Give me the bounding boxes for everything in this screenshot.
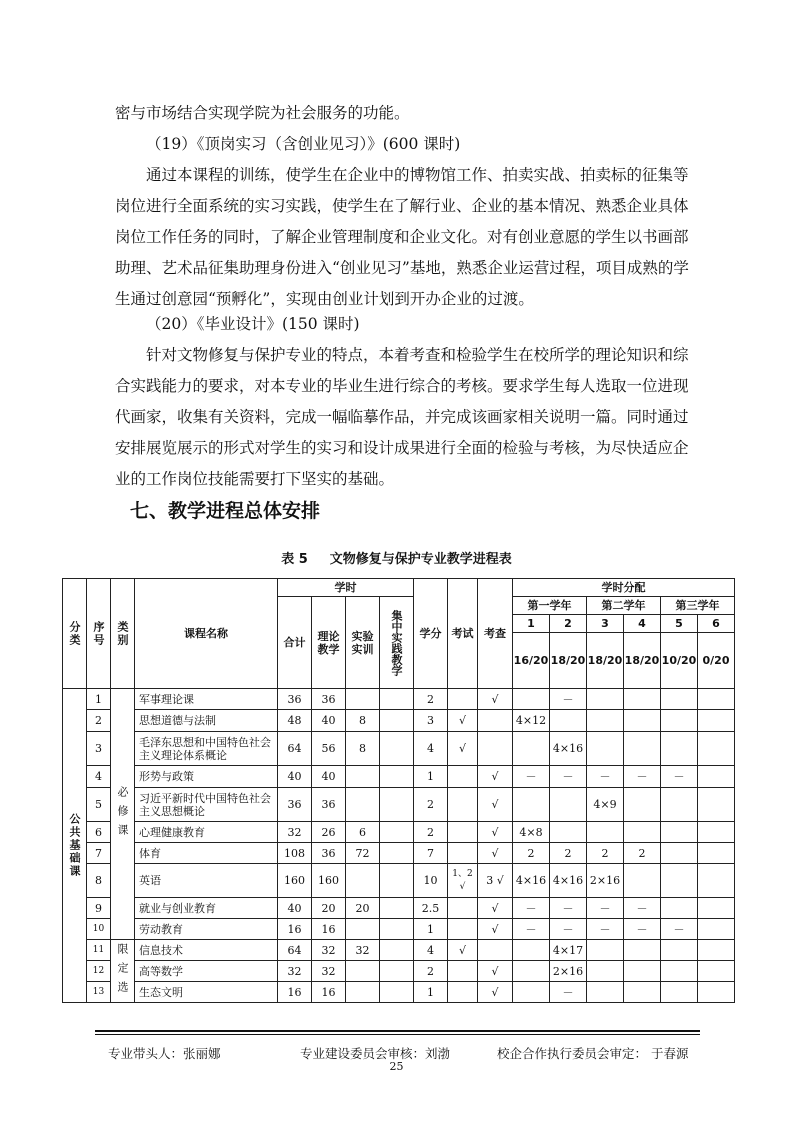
semester-4-cell — [624, 982, 661, 1003]
footer-rule-thick — [95, 1030, 700, 1032]
theory-hours-cell: 40 — [312, 710, 346, 732]
header-sem-5: 5 — [661, 615, 698, 633]
header-theory: 理论教学 — [312, 597, 346, 689]
check-cell: √ — [478, 766, 513, 788]
semester-3-cell: － — [587, 898, 624, 919]
seq-cell: 8 — [87, 864, 111, 898]
header-weeks-6: 0/20 — [698, 633, 735, 689]
lab-hours-cell — [346, 919, 380, 940]
semester-2-cell: － — [550, 689, 587, 710]
total-hours-cell: 32 — [278, 822, 312, 843]
seq-cell: 11 — [87, 940, 111, 961]
semester-5-cell — [661, 864, 698, 898]
semester-5-cell — [661, 843, 698, 864]
check-cell: √ — [478, 961, 513, 982]
semester-4-cell — [624, 940, 661, 961]
table-row — [63, 919, 735, 940]
credit-cell: 2.5 — [414, 898, 448, 919]
credit-cell: 2 — [414, 961, 448, 982]
semester-5-cell — [661, 961, 698, 982]
seq-cell: 5 — [87, 788, 111, 822]
header-row-1 — [63, 579, 735, 597]
table-row — [63, 982, 735, 1003]
total-hours-cell: 160 — [278, 864, 312, 898]
practice-hours-cell — [380, 788, 414, 822]
course-name-cell: 高等数学 — [135, 961, 278, 982]
header-lab: 实验实训 — [346, 597, 380, 689]
header-category: 分类 — [63, 579, 87, 689]
practice-hours-cell — [380, 732, 414, 766]
total-hours-cell: 64 — [278, 732, 312, 766]
exam-cell — [448, 898, 478, 919]
total-hours-cell: 32 — [278, 961, 312, 982]
semester-4-cell — [624, 732, 661, 766]
semester-3-cell — [587, 961, 624, 982]
semester-1-cell — [513, 689, 550, 710]
semester-6-cell — [698, 766, 735, 788]
lab-hours-cell: 8 — [346, 710, 380, 732]
table-caption-title: 文物修复与保护专业教学进程表 — [329, 552, 512, 567]
seq-cell: 7 — [87, 843, 111, 864]
header-year2: 第二学年 — [587, 597, 661, 615]
header-seq: 序号 — [87, 579, 111, 689]
credit-cell: 2 — [414, 822, 448, 843]
footer-exec: 校企合作执行委员会审定： 于春源 — [497, 1046, 689, 1061]
type-required-label: 必修课 — [116, 785, 129, 843]
practice-hours-cell — [380, 919, 414, 940]
practice-hours-cell — [380, 822, 414, 843]
header-course-name: 课程名称 — [135, 579, 278, 689]
paragraph-continuation: 密与市场结合实现学院为社会服务的功能。 — [115, 104, 410, 122]
total-hours-cell: 16 — [278, 982, 312, 1003]
lab-hours-cell: 72 — [346, 843, 380, 864]
course-name-cell: 习近平新时代中国特色社会主义思想概论 — [135, 788, 278, 822]
semester-1-cell — [513, 961, 550, 982]
check-cell: √ — [478, 689, 513, 710]
semester-6-cell — [698, 982, 735, 1003]
practice-hours-cell — [380, 766, 414, 788]
header-total: 合计 — [278, 597, 312, 689]
theory-hours-cell: 36 — [312, 689, 346, 710]
course-name-cell: 毛泽东思想和中国特色社会主义理论体系概论 — [135, 732, 278, 766]
exam-cell — [448, 982, 478, 1003]
table-row — [63, 843, 735, 864]
exam-cell — [448, 689, 478, 710]
semester-5-cell — [661, 982, 698, 1003]
check-cell — [478, 710, 513, 732]
semester-2-cell: 2×16 — [550, 961, 587, 982]
check-cell: √ — [478, 919, 513, 940]
check-cell: 3 √ — [478, 864, 513, 898]
course-name-cell: 心理健康教育 — [135, 822, 278, 843]
semester-6-cell — [698, 940, 735, 961]
exam-cell: √ — [448, 710, 478, 732]
header-weeks-3: 18/20 — [587, 633, 624, 689]
semester-4-cell — [624, 788, 661, 822]
semester-2-cell — [550, 788, 587, 822]
semester-2-cell: 4×17 — [550, 940, 587, 961]
type-limited-cell — [111, 940, 135, 1003]
semester-3-cell: － — [587, 919, 624, 940]
table-caption-label: 表 5 — [281, 552, 308, 567]
header-credit: 学分 — [414, 579, 448, 689]
semester-1-cell — [513, 982, 550, 1003]
seq-cell: 9 — [87, 898, 111, 919]
semester-1-cell: 2 — [513, 843, 550, 864]
course-20-heading: （20）《毕业设计》(150 课时) — [146, 315, 360, 333]
check-cell: √ — [478, 788, 513, 822]
table-row — [63, 822, 735, 843]
total-hours-cell: 36 — [278, 788, 312, 822]
semester-1-cell: 4×12 — [513, 710, 550, 732]
footer-leader: 专业带头人：张丽娜 — [108, 1046, 221, 1061]
semester-6-cell — [698, 822, 735, 843]
header-type: 类别 — [111, 579, 135, 689]
table-row — [63, 766, 735, 788]
course-name-cell: 军事理论课 — [135, 689, 278, 710]
credit-cell: 4 — [414, 732, 448, 766]
header-weeks-2: 18/20 — [550, 633, 587, 689]
semester-3-cell: 2×16 — [587, 864, 624, 898]
practice-hours-cell — [380, 940, 414, 961]
total-hours-cell: 16 — [278, 919, 312, 940]
semester-6-cell — [698, 864, 735, 898]
header-weeks-4: 18/20 — [624, 633, 661, 689]
check-cell — [478, 732, 513, 766]
course-19-heading: （19）《顶岗实习（含创业见习）》(600 课时) — [146, 135, 461, 153]
semester-4-cell: 2 — [624, 843, 661, 864]
table-row — [63, 940, 735, 961]
exam-cell — [448, 766, 478, 788]
semester-1-cell — [513, 788, 550, 822]
lab-hours-cell — [346, 982, 380, 1003]
theory-hours-cell: 16 — [312, 982, 346, 1003]
semester-2-cell: 2 — [550, 843, 587, 864]
semester-6-cell — [698, 788, 735, 822]
semester-2-cell: － — [550, 898, 587, 919]
semester-4-cell — [624, 864, 661, 898]
semester-3-cell — [587, 822, 624, 843]
semester-6-cell — [698, 689, 735, 710]
header-sem-3: 3 — [587, 615, 624, 633]
semester-4-cell: － — [624, 766, 661, 788]
lab-hours-cell — [346, 864, 380, 898]
semester-1-cell — [513, 940, 550, 961]
header-practice: 集中实践教学 — [380, 597, 414, 689]
total-hours-cell: 108 — [278, 843, 312, 864]
practice-hours-cell — [380, 843, 414, 864]
footer-committee: 专业建设委员会审核：刘渤 — [300, 1046, 451, 1061]
credit-cell: 1 — [414, 982, 448, 1003]
course-19-description: 通过本课程的训练，使学生在企业中的博物馆工作、拍卖实战、拍卖标的征集等岗位进行全面系统的实习实践，使学生在了解行业、企业的基本情况、熟悉企业具体岗位工作任务的同时，了解企业管理制度和企业文化。对有创业意愿的学生以书画部助理、艺术品征集助理身份进入“创业见习”基地，熟悉企业运营过程，项目成熟的学生通过创意园“预孵化”，实现由创业计划到开办企业的过渡。 — [115, 166, 689, 308]
credit-cell: 1 — [414, 919, 448, 940]
course-name-cell: 就业与创业教育 — [135, 898, 278, 919]
lab-hours-cell: 6 — [346, 822, 380, 843]
header-sem-4: 4 — [624, 615, 661, 633]
lab-hours-cell — [346, 766, 380, 788]
semester-4-cell: － — [624, 919, 661, 940]
teaching-plan-table — [62, 578, 735, 1003]
semester-1-cell: － — [513, 898, 550, 919]
practice-hours-cell — [380, 689, 414, 710]
exam-cell — [448, 961, 478, 982]
lab-hours-cell — [346, 961, 380, 982]
seq-cell: 13 — [87, 982, 111, 1003]
header-weeks-5: 10/20 — [661, 633, 698, 689]
header-sem-2: 2 — [550, 615, 587, 633]
header-sem-6: 6 — [698, 615, 735, 633]
practice-hours-cell — [380, 898, 414, 919]
theory-hours-cell: 16 — [312, 919, 346, 940]
lab-hours-cell — [346, 689, 380, 710]
exam-cell — [448, 822, 478, 843]
header-exam: 考试 — [448, 579, 478, 689]
table-row — [63, 961, 735, 982]
semester-2-cell — [550, 710, 587, 732]
seq-cell: 10 — [87, 919, 111, 940]
credit-cell: 10 — [414, 864, 448, 898]
course-name-cell: 形势与政策 — [135, 766, 278, 788]
semester-2-cell — [550, 822, 587, 843]
header-weeks-1: 16/20 — [513, 633, 550, 689]
semester-3-cell: 2 — [587, 843, 624, 864]
check-cell: √ — [478, 822, 513, 843]
seq-cell: 2 — [87, 710, 111, 732]
exam-cell — [448, 843, 478, 864]
semester-5-cell — [661, 788, 698, 822]
credit-cell: 3 — [414, 710, 448, 732]
semester-3-cell — [587, 982, 624, 1003]
theory-hours-cell: 36 — [312, 843, 346, 864]
theory-hours-cell: 40 — [312, 766, 346, 788]
semester-6-cell — [698, 919, 735, 940]
course-name-cell: 英语 — [135, 864, 278, 898]
seq-cell: 4 — [87, 766, 111, 788]
page-number: 25 — [389, 1060, 404, 1073]
semester-6-cell — [698, 961, 735, 982]
exam-cell — [448, 788, 478, 822]
category-cell — [63, 689, 87, 1003]
course-name-cell: 信息技术 — [135, 940, 278, 961]
semester-5-cell — [661, 822, 698, 843]
semester-4-cell — [624, 961, 661, 982]
semester-6-cell — [698, 843, 735, 864]
credit-cell: 7 — [414, 843, 448, 864]
header-hours: 学时 — [278, 579, 414, 597]
semester-3-cell — [587, 940, 624, 961]
semester-1-cell: － — [513, 766, 550, 788]
credit-cell: 2 — [414, 689, 448, 710]
semester-1-cell: 4×16 — [513, 864, 550, 898]
check-cell: √ — [478, 898, 513, 919]
exam-cell: √ — [448, 732, 478, 766]
total-hours-cell: 40 — [278, 898, 312, 919]
course-name-cell: 劳动教育 — [135, 919, 278, 940]
lab-hours-cell — [346, 788, 380, 822]
semester-6-cell — [698, 710, 735, 732]
course-name-cell: 生态文明 — [135, 982, 278, 1003]
semester-5-cell: － — [661, 919, 698, 940]
credit-cell: 1 — [414, 766, 448, 788]
course-20-description: 针对文物修复与保护专业的特点，本着考查和检验学生在校所学的理论知识和综合实践能力的要求，对本专业的毕业生进行综合的考核。要求学生每人选取一位进现代画家，收集有关资料，完成一幅临摹作品，并完成该画家相关说明一篇。同时通过安排展览展示的形式对学生的实习和设计成果进行全面的检验与考核，为尽快适应企业的工作岗位技能需要打下坚实的基础。 — [115, 346, 689, 488]
theory-hours-cell: 160 — [312, 864, 346, 898]
seq-cell: 3 — [87, 732, 111, 766]
course-name-cell: 体育 — [135, 843, 278, 864]
semester-1-cell: 4×8 — [513, 822, 550, 843]
table-row — [63, 788, 735, 822]
semester-3-cell — [587, 689, 624, 710]
credit-cell: 2 — [414, 788, 448, 822]
semester-5-cell: － — [661, 766, 698, 788]
semester-5-cell — [661, 689, 698, 710]
header-year3: 第三学年 — [661, 597, 735, 615]
theory-hours-cell: 32 — [312, 961, 346, 982]
theory-hours-cell: 36 — [312, 788, 346, 822]
type-required-cell — [111, 689, 135, 940]
semester-3-cell: － — [587, 766, 624, 788]
semester-4-cell — [624, 822, 661, 843]
total-hours-cell: 64 — [278, 940, 312, 961]
course-name-cell: 思想道德与法制 — [135, 710, 278, 732]
practice-hours-cell — [380, 961, 414, 982]
exam-cell: 1、2 √ — [448, 864, 478, 898]
check-cell: √ — [478, 982, 513, 1003]
type-limited-label: 限定选 — [116, 942, 129, 1000]
seq-cell: 12 — [87, 961, 111, 982]
semester-3-cell — [587, 710, 624, 732]
semester-5-cell — [661, 940, 698, 961]
total-hours-cell: 36 — [278, 689, 312, 710]
check-cell: √ — [478, 843, 513, 864]
semester-2-cell: － — [550, 766, 587, 788]
table-caption — [0, 548, 793, 567]
total-hours-cell: 48 — [278, 710, 312, 732]
semester-4-cell — [624, 689, 661, 710]
table-row — [63, 732, 735, 766]
semester-4-cell: － — [624, 898, 661, 919]
header-check: 考查 — [478, 579, 513, 689]
semester-1-cell — [513, 732, 550, 766]
semester-1-cell: － — [513, 919, 550, 940]
theory-hours-cell: 26 — [312, 822, 346, 843]
semester-5-cell — [661, 732, 698, 766]
table-row — [63, 689, 735, 710]
exam-cell: √ — [448, 940, 478, 961]
exam-cell — [448, 919, 478, 940]
theory-hours-cell: 32 — [312, 940, 346, 961]
section-title: 七、教学进程总体安排 — [130, 500, 321, 522]
header-year1: 第一学年 — [513, 597, 587, 615]
semester-5-cell — [661, 710, 698, 732]
category-label: 公共基础课 — [68, 813, 81, 878]
seq-cell: 1 — [87, 689, 111, 710]
check-cell — [478, 940, 513, 961]
lab-hours-cell: 8 — [346, 732, 380, 766]
table-row — [63, 864, 735, 898]
semester-2-cell: － — [550, 982, 587, 1003]
semester-2-cell: － — [550, 919, 587, 940]
semester-4-cell — [624, 710, 661, 732]
practice-hours-cell — [380, 982, 414, 1003]
header-distribution: 学时分配 — [513, 579, 735, 597]
lab-hours-cell: 20 — [346, 898, 380, 919]
credit-cell: 4 — [414, 940, 448, 961]
header-sem-1: 1 — [513, 615, 550, 633]
semester-5-cell — [661, 898, 698, 919]
table-row — [63, 898, 735, 919]
total-hours-cell: 40 — [278, 766, 312, 788]
lab-hours-cell: 32 — [346, 940, 380, 961]
practice-hours-cell — [380, 864, 414, 898]
seq-cell: 6 — [87, 822, 111, 843]
table-row — [63, 710, 735, 732]
semester-2-cell: 4×16 — [550, 864, 587, 898]
semester-3-cell: 4×9 — [587, 788, 624, 822]
semester-2-cell: 4×16 — [550, 732, 587, 766]
practice-hours-cell — [380, 710, 414, 732]
theory-hours-cell: 56 — [312, 732, 346, 766]
semester-3-cell — [587, 732, 624, 766]
footer-rule-thin — [95, 1034, 700, 1035]
theory-hours-cell: 20 — [312, 898, 346, 919]
semester-6-cell — [698, 898, 735, 919]
semester-6-cell — [698, 732, 735, 766]
